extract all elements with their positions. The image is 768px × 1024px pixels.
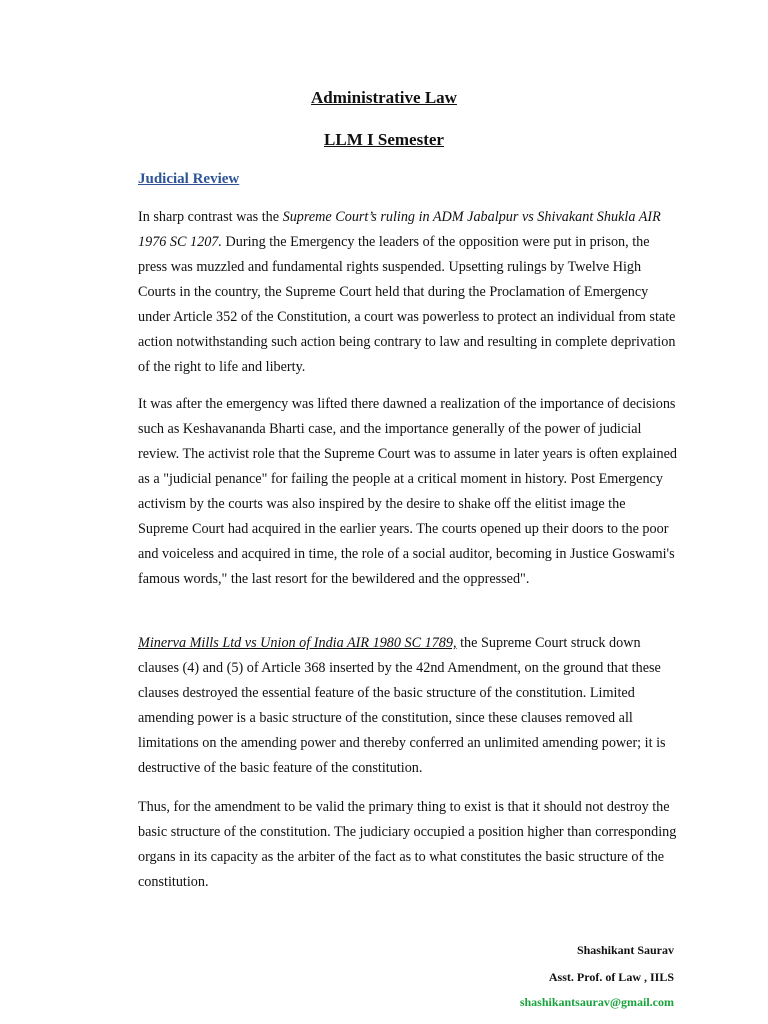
document-subtitle: LLM I Semester [324, 130, 444, 149]
paragraph-3 [138, 631, 678, 781]
author-title: Asst. Prof. of Law , IILS [548, 970, 674, 984]
paragraph-1-case-citation: Supreme Court’s ruling in ADM Jabalpur vs Shivakant Shukla AIR 1976 SC 1207. [138, 209, 661, 250]
paragraph-2 [138, 392, 678, 592]
paragraph-1 [138, 205, 678, 380]
author-name: Shashikant Saurav [576, 943, 674, 957]
paragraph-3-case-citation: Minerva Mills Ltd vs Union of India AIR 1980 SC 1789, [138, 635, 457, 651]
paragraph-3-rest: the Supreme Court struck down clauses (4) and (5) of Article 368 inserted by the 42nd Amendment, on the ground that these clauses destroyed the essential feature of the basic structure of the constitution. Limited amending power is a basic structure of the constitution, since these clauses removed all limitations on the amending power and thereby conferred an unlimited amending power; it is destructive of the basic feature of the constitution. [138, 635, 666, 776]
paragraph-1-rest: During the Emergency the leaders of the opposition were put in prison, the press was muzzled and fundamental rights suspended. Upsetting rulings by Twelve High Courts in the country, the Supreme Court held that during the Proclamation of Emergency under Article 352 of the Constitution, a court was powerless to protect an individual from state action notwithstanding such action being contrary to law and resulting in complete deprivation of the right to life and liberty. [138, 234, 676, 375]
paragraph-4-text: Thus, for the amendment to be valid the primary thing to exist is that it should not destroy the basic structure of the constitution. The judiciary occupied a position higher than corresponding organs in its capacity as the arbiter of the fact as to what constitutes the basic structure of the constitution. [138, 799, 677, 890]
paragraph-1-lead: In sharp contrast was the [138, 209, 283, 225]
section-heading-judicial-review: Judicial Review [138, 171, 240, 187]
paragraph-4 [138, 795, 678, 895]
paragraph-1-text [138, 205, 678, 380]
paragraph-3-text [138, 631, 678, 781]
paragraph-2-text: It was after the emergency was lifted there dawned a realization of the importance of decisions such as Keshavananda Bharti case, and the importance generally of the power of judicial review. The activist role that the Supreme Court was to assume in later years is often explained as a "judicial penance" for failing the people at a critical moment in history. Post Emergency activism by the courts was also inspired by the desire to shake off the elitist image the Supreme Court had acquired in the earlier years. The courts opened up their doors to the poor and voiceless and acquired in time, the role of a social auditor, becoming in Justice Goswami's famous words," the last resort for the bewildered and the oppressed". [138, 396, 677, 587]
author-email-link[interactable]: shashikantsaurav@gmail.com [519, 995, 674, 1009]
document-title: Administrative Law [311, 88, 457, 107]
